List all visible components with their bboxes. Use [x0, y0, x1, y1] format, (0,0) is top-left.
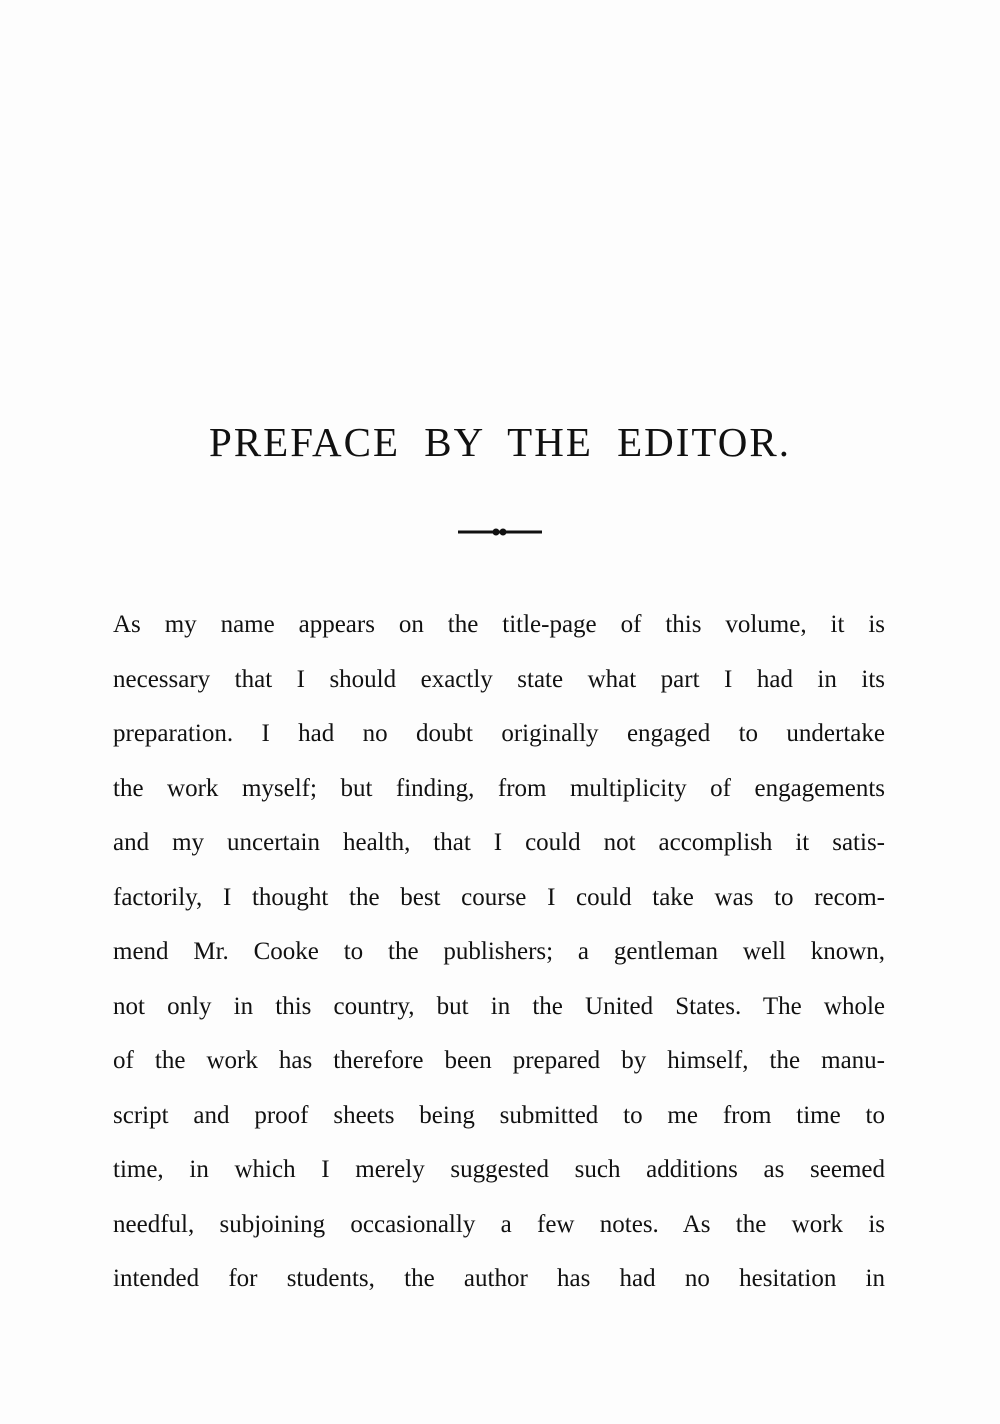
- text-line: needful, subjoining occasionally a few notes. As the work is: [113, 1210, 885, 1238]
- title-ornament-rule: [458, 525, 542, 539]
- text-line: the work myself; but finding, from multiplicity of engagements: [113, 774, 885, 802]
- text-line: of the work has therefore been prepared by himself, the manu-: [113, 1047, 885, 1074]
- text-line: preparation. I had no doubt originally engaged to undertake: [113, 720, 885, 747]
- text-line: factorily, I thought the best course I could take was to recom-: [113, 883, 885, 911]
- text-line: mend Mr. Cooke to the publishers; a gentleman well known,: [113, 938, 885, 965]
- text-line: As my name appears on the title-page of this volume, it is: [113, 611, 885, 638]
- page-title: PREFACE BY THE EDITOR.: [209, 419, 791, 465]
- text-line: time, in which I merely suggested such additions as seemed: [113, 1156, 885, 1183]
- text-line: and my uncertain health, that I could not accomplish it satis-: [113, 829, 885, 856]
- text-line: intended for students, the author has had no hesitation in: [113, 1265, 885, 1292]
- preface-body: [113, 602, 885, 1311]
- text-line: script and proof sheets being submitted to me from time to: [113, 1101, 885, 1129]
- text-line: necessary that I should exactly state what part I had in its: [113, 665, 885, 693]
- text-line: not only in this country, but in the United States. The whole: [113, 992, 885, 1020]
